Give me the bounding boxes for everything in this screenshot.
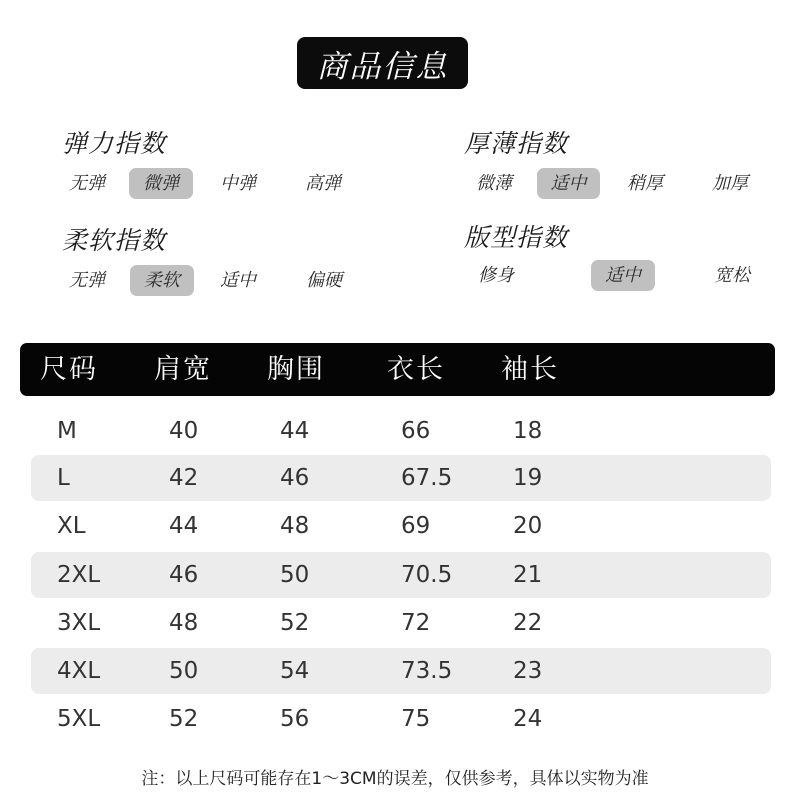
table-row <box>0 408 790 454</box>
cell-shoulder: 40 <box>169 418 199 444</box>
cell-size: 3XL <box>57 610 101 636</box>
table-row <box>0 503 790 549</box>
cell-size: 4XL <box>57 658 101 684</box>
elasticity-option: 高弹 <box>305 173 341 194</box>
cell-chest: 44 <box>280 418 310 444</box>
cell-chest: 50 <box>280 562 310 588</box>
cell-shoulder: 48 <box>169 610 199 636</box>
cell-shoulder: 46 <box>169 562 199 588</box>
softness-index-title: 柔软指数 <box>62 226 167 255</box>
table-row <box>0 600 790 646</box>
thickness-option: 稍厚 <box>627 173 663 194</box>
table-row <box>0 455 790 501</box>
cell-chest: 52 <box>280 610 310 636</box>
size-table-header <box>20 343 775 396</box>
cell-sleeve: 19 <box>513 465 543 491</box>
cell-sleeve: 20 <box>513 513 543 539</box>
cell-shoulder: 42 <box>169 465 199 491</box>
softness-option: 适中 <box>220 270 256 291</box>
fit-option-selected: 适中 <box>591 260 655 291</box>
cell-shoulder: 44 <box>169 513 199 539</box>
cell-size: XL <box>57 513 86 539</box>
page-title: 商品信息 <box>297 37 468 89</box>
cell-length: 73.5 <box>401 658 453 684</box>
cell-size: M <box>57 418 77 444</box>
table-row <box>0 696 790 742</box>
cell-sleeve: 21 <box>513 562 543 588</box>
elasticity-option: 中弹 <box>220 173 256 194</box>
elasticity-option: 无弹 <box>69 173 105 194</box>
fit-option: 修身 <box>478 265 514 286</box>
softness-option-selected: 柔软 <box>130 265 194 296</box>
elasticity-option-selected: 微弹 <box>129 168 193 199</box>
cell-size: 5XL <box>57 706 101 732</box>
cell-length: 67.5 <box>401 465 453 491</box>
cell-chest: 56 <box>280 706 310 732</box>
header-sleeve: 袖长 <box>501 354 559 385</box>
cell-sleeve: 18 <box>513 418 543 444</box>
header-chest: 胸围 <box>267 354 325 385</box>
cell-sleeve: 22 <box>513 610 543 636</box>
cell-shoulder: 52 <box>169 706 199 732</box>
cell-size: 2XL <box>57 562 101 588</box>
cell-chest: 46 <box>280 465 310 491</box>
cell-length: 72 <box>401 610 431 636</box>
thickness-option: 加厚 <box>712 173 748 194</box>
thickness-option-selected: 适中 <box>537 168 600 199</box>
table-row <box>0 648 790 694</box>
header-length: 衣长 <box>387 354 445 385</box>
table-row <box>0 552 790 598</box>
header-size: 尺码 <box>40 354 98 385</box>
cell-size: L <box>57 465 70 491</box>
cell-length: 66 <box>401 418 431 444</box>
thickness-index-title: 厚薄指数 <box>464 129 569 158</box>
cell-length: 69 <box>401 513 431 539</box>
cell-chest: 54 <box>280 658 310 684</box>
cell-length: 70.5 <box>401 562 453 588</box>
thickness-option: 微薄 <box>476 173 512 194</box>
cell-chest: 48 <box>280 513 310 539</box>
fit-option: 宽松 <box>714 265 750 286</box>
elasticity-index-title: 弹力指数 <box>62 129 167 158</box>
fit-index-title: 版型指数 <box>464 223 569 252</box>
cell-shoulder: 50 <box>169 658 199 684</box>
cell-sleeve: 24 <box>513 706 543 732</box>
softness-option: 无弹 <box>69 270 105 291</box>
header-shoulder: 肩宽 <box>154 354 212 385</box>
cell-sleeve: 23 <box>513 658 543 684</box>
softness-option: 偏硬 <box>306 270 342 291</box>
size-note: 注：以上尺码可能存在1～3CM的误差，仅供参考，具体以实物为准 <box>141 769 649 789</box>
cell-length: 75 <box>401 706 431 732</box>
